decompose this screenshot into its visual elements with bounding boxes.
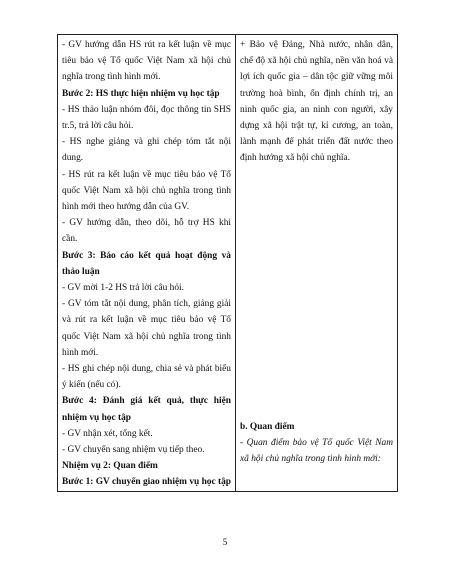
task-2-heading: Nhiệm vụ 2: Quan điểm	[62, 461, 158, 472]
step-2-item: - HS rút ra kết luận về mục tiêu bảo vệ Tổ quốc Việt Nam xã hội chủ nghĩa trong tình hình mới theo hướng dẫn của GV.	[62, 169, 231, 213]
lesson-table	[57, 34, 398, 492]
step-4-heading: Bước 4: Đánh giá kết quả, thực hiện nhiệm vụ học tập	[62, 396, 231, 423]
expected-outcome-cell	[236, 35, 398, 492]
teacher-student-activities-cell	[58, 35, 236, 492]
step-3-heading: Bước 3: Báo cáo kết quả hoạt động và thảo luận	[62, 250, 231, 277]
step-3-item: - HS ghi chép nội dung, chia sẻ và phát biểu ý kiến (nếu có).	[62, 364, 231, 391]
step-2-item: - HS thảo luận nhóm đôi, đọc thông tin SHS tr.5, trả lời câu hỏi.	[62, 104, 231, 132]
step-2-item: - HS nghe giảng và ghi chép tóm tắt nội dung.	[62, 137, 231, 164]
step-2-heading: Bước 2: HS thực hiện nhiệm vụ học tập	[62, 88, 220, 99]
blank-space	[240, 167, 393, 419]
step-4-item: - GV chuyển sang nhiệm vụ tiếp theo.	[62, 445, 205, 456]
task-2-step-1-heading: Bước 1: GV chuyển giao nhiệm vụ học tập	[62, 477, 231, 488]
objective-text: + Bảo vệ Đảng, Nhà nước, nhân dân, chế độ xã hội chủ nghĩa, nền văn hoá và lợi ích quốc gia – dân tộc giữ vững môi trường hoà bình, ổn định chính trị, an ninh quốc gia, an ninh con người, xây dựng xã hội trật tự, kỉ cương, an toàn, lành mạnh để phát triển đất nước theo định hướng xã hội chủ nghĩa.	[240, 40, 393, 164]
viewpoint-heading: b. Quan điểm	[240, 421, 295, 432]
step-3-item: - GV tóm tắt nội dung, phân tích, giảng giải và rút ra kết luận về mục tiêu bảo vệ Tổ quốc Việt Nam xã hội chủ nghĩa trong tình hình mới.	[62, 299, 231, 358]
conclusion-guidance-text: - GV hướng dẫn HS rút ra kết luận về mục tiêu bảo vệ Tổ quốc Việt Nam xã hội chủ nghĩa trong tình hình mới.	[62, 40, 231, 83]
step-2-item: - GV hướng dẫn, theo dõi, hỗ trợ HS khi cần.	[62, 218, 231, 245]
viewpoint-text: - Quan điểm bảo vệ Tổ quốc Việt Nam xã hội chủ nghĩa trong tình hình mới:	[240, 437, 393, 465]
table-row	[58, 35, 398, 492]
step-4-item: - GV nhận xét, tổng kết.	[62, 428, 153, 439]
page-number: 5	[222, 537, 228, 547]
step-3-item: - GV mời 1-2 HS trả lời câu hỏi.	[62, 283, 184, 294]
